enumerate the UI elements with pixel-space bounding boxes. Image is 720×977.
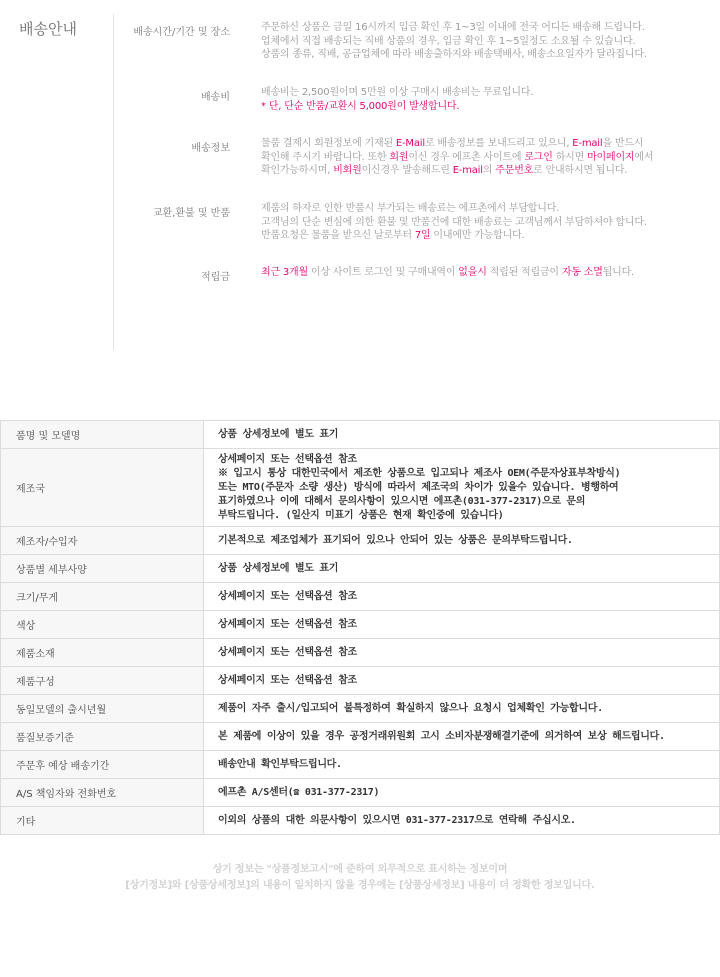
spec-key: 제품소재 [1,639,204,667]
table-row [1,779,720,807]
spec-key: 기타 [1,807,204,835]
table-row [1,421,720,449]
table-row [1,555,720,583]
spec-value-line: 상세페이지 또는 선택옵션 참조 [218,453,357,465]
table-row [1,751,720,779]
spec-value-line: 상세페이지 또는 선택옵션 참조 [218,646,357,658]
spec-key: 크기/무게 [1,583,204,611]
text-line: 배송비는 2,500원이며 5만원 이상 구매시 배송비는 무료입니다. [261,87,534,98]
shipping-text [261,266,720,280]
spec-value-line: 상세페이지 또는 선택옵션 참조 [218,674,357,686]
table-row [1,639,720,667]
spec-value-line: 또는 MTO(주문자 소량 생산) 방식에 따라서 제조국의 차이가 있을수 있습니다. 병행하여 [218,481,619,493]
footer-notice [0,862,720,894]
spec-value [204,667,720,695]
text-line: 반품요청은 물품을 받으신 날로부터 7일 이내에만 가능합니다. [261,230,525,241]
shipping-label: 배송시간/기간 및 장소 [133,27,230,38]
text-line: 고객님의 단순 변심에 의한 환불 및 반품건에 대한 배송료는 고객님께서 부담하셔야 합니다. [261,216,647,228]
spec-value [204,449,720,527]
spec-key: 품질보증기준 [1,723,204,751]
spec-value [204,583,720,611]
fee-note: * 단, 단순 반품/교환시 5,000원이 발생합니다. [261,100,460,112]
table-row [1,449,720,527]
table-row [1,611,720,639]
spec-value [204,639,720,667]
spec-key: 제품구성 [1,667,204,695]
text-line: 상품의 종류, 직배, 공급업체에 따라 배송출하지와 배송택배사, 배송소요일자가 달라집니다. [261,49,647,60]
text-line: 물품 결제시 회원정보에 기재된 E-Mail로 배송정보를 보내드리고 있으니, E-mail을 반드시 [261,138,644,149]
table-row [1,723,720,751]
text-line: 확인해 주시기 바랍니다. 또한 회원이신 경우 에프촌 사이트에 로그인 하시면 마이페이지에서 [261,151,654,163]
spec-value [204,527,720,555]
footer-line: [상기정보]와 [상품상세정보]의 내용이 일치하지 않을 경우에는 [상품상세정보] 내용이 더 정확한 정보입니다. [125,880,595,891]
spec-key: 동일모델의 출시년월 [1,695,204,723]
spec-key: 제조자/수입자 [1,527,204,555]
product-spec-table [0,420,720,835]
table-row [1,667,720,695]
spec-value-line: 상품 상세정보에 별도 표기 [218,428,339,440]
divider [113,14,114,350]
shipping-label: 배송비 [201,92,230,103]
text-line: 업체에서 직접 배송되는 직배 상품의 경우, 입금 확인 후 1~5일정도 소요될 수 있습니다. [261,35,636,47]
shipping-label: 교환,환불 및 반품 [152,208,230,219]
spec-value-line: 배송안내 확인부탁드립니다. [218,758,342,770]
shipping-label: 적립금 [201,272,230,283]
spec-value [204,421,720,449]
spec-value-line: 기본적으로 제조업체가 표기되어 있으나 안되어 있는 상품은 문의부탁드립니다. [218,534,573,546]
spec-value-line: 제품이 자주 출시/입고되어 불특정하여 확실하지 않으나 요청시 업체확인 가능합니다. [218,702,603,714]
spec-value [204,807,720,835]
spec-value [204,611,720,639]
spec-value [204,751,720,779]
text-line: 최근 3개월 이상 사이트 로그인 및 구매내역이 없을시 적립된 적립금이 자동 소멸됩니다. [261,267,635,278]
table-row [1,695,720,723]
text-line: 확인가능하시며, 비회원이신경우 발송해드린 E-mail의 주문번호로 안내하시면 됩니다. [261,165,628,176]
spec-value [204,723,720,751]
table-row [1,583,720,611]
spec-value-line: 표기하였으나 이에 대해서 문의사항이 있으시면 에프촌(031-377-2317)으로 문의 [218,495,586,507]
shipping-text [261,86,720,113]
spec-value [204,555,720,583]
spec-value-line: 부탁드립니다. (일산지 미표기 상품은 현재 확인중에 있습니다) [218,509,504,521]
text-line: 제품의 하자로 인한 반품시 부가되는 배송료는 에프촌에서 부담합니다. [261,203,560,214]
spec-value-line: 본 제품에 이상이 있을 경우 공정거래위원회 고시 소비자분쟁해결기준에 의거하여 보상 해드립니다. [218,730,665,742]
table-row [1,807,720,835]
spec-key: 주문후 예상 배송기간 [1,751,204,779]
spec-value-line: 에프촌 A/S센터(☎ 031-377-2317) [218,786,380,798]
footer-line: 상기 정보는 "상품정보고시"에 준하여 의무적으로 표시하는 정보이며 [212,864,508,875]
spec-value-line: 상세페이지 또는 선택옵션 참조 [218,618,357,630]
spec-value [204,779,720,807]
spec-value-line: 상세페이지 또는 선택옵션 참조 [218,590,357,602]
shipping-label: 배송정보 [191,143,230,154]
spec-value-line: ※ 입고시 통상 대한민국에서 제조한 상품으로 입고되나 제조사 OEM(주문자상표부착방식) [218,467,621,479]
spec-key: 상품별 세부사양 [1,555,204,583]
shipping-text [261,21,720,62]
table-row [1,527,720,555]
spec-key: 색상 [1,611,204,639]
spec-key: A/S 책임자와 전화번호 [1,779,204,807]
shipping-title: 배송안내 [19,20,77,38]
shipping-text [261,137,720,178]
text-line: 주문하신 상품은 금일 16시까지 입금 확인 후 1~3일 이내에 전국 어디든 배송해 드립니다. [261,22,645,33]
spec-key: 품명 및 모델명 [1,421,204,449]
spec-value-line: 이외의 상품의 대한 의문사항이 있으시면 031-377-2317으로 연락해 주십시오. [218,814,576,826]
shipping-text [261,202,720,243]
spec-value [204,695,720,723]
spec-key: 제조국 [1,449,204,527]
spec-value-line: 상품 상세정보에 별도 표기 [218,562,339,574]
